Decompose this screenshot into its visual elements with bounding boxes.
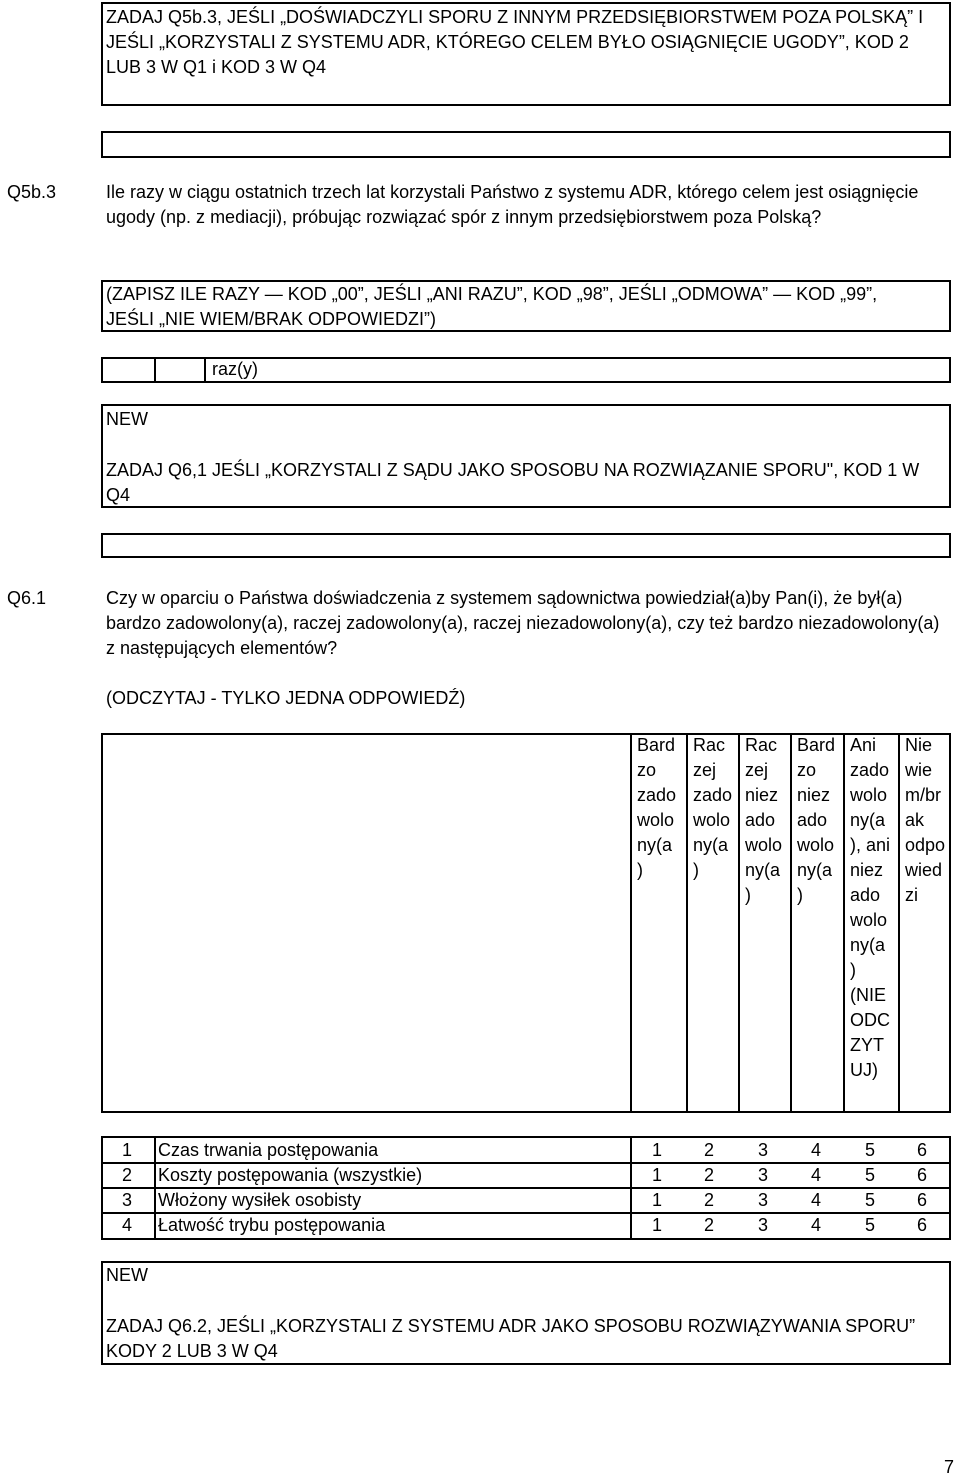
- header-rather-dissatisfied: Rac zej niez ado wolo ny(a ): [745, 735, 783, 905]
- header-very-dissatisfied: Bard zo niez ado wolo ny(a ): [797, 735, 836, 905]
- instruction-text-zapisz: (ZAPISZ ILE RAZY — KOD „00”, JEŚLI „ANI RAZU”, KOD „98”, JEŚLI „ODMOWA” — KOD „99”, JEŚLI „NIE WIEM/BRAK ODPOWIEDZI”): [106, 284, 878, 329]
- digit-box-2[interactable]: [154, 357, 206, 383]
- answer-unit-label: raz(y): [212, 359, 258, 379]
- new-label-1: NEW: [106, 409, 148, 429]
- table-row: [104, 1163, 942, 1188]
- header-dont-know: Nie wie m/br ak odpo wied zi: [905, 735, 946, 905]
- row-label: Czas trwania postępowania: [158, 1140, 379, 1160]
- new-label-2: NEW: [106, 1265, 148, 1285]
- answer-code-2[interactable]: 2: [704, 1165, 715, 1185]
- row-number: 2: [122, 1165, 133, 1185]
- answer-code-4[interactable]: 4: [811, 1140, 822, 1160]
- row-divider: [101, 1187, 951, 1189]
- answer-code-2[interactable]: 2: [704, 1140, 715, 1160]
- header-very-satisfied: Bard zo zado wolo ny(a ): [637, 735, 677, 880]
- answer-code-1[interactable]: 1: [652, 1190, 663, 1210]
- question-code-q5b3: Q5b.3: [7, 182, 57, 202]
- answer-code-4[interactable]: 4: [811, 1190, 822, 1210]
- row-number: 4: [122, 1215, 133, 1235]
- separator-box-2: [101, 533, 951, 558]
- row-divider: [101, 1162, 951, 1164]
- instruction-text-q5b3: ZADAJ Q5b.3, JEŚLI „DOŚWIADCZYLI SPORU Z INNYM PRZEDSIĘBIORSTWEM POZA POLSKĄ” I JEŚLI „KORZYSTALI Z SYSTEMU ADR, KTÓREGO CELEM BYŁO OSIĄGNIĘCIE UGODY”, KOD 2 LUB 3 W Q1 i KOD 3 W Q4: [106, 7, 924, 77]
- row-number: 3: [122, 1190, 133, 1210]
- answer-code-3[interactable]: 3: [758, 1140, 769, 1160]
- column-divider-num: [154, 1136, 156, 1240]
- answer-code-2[interactable]: 2: [704, 1215, 715, 1235]
- answer-code-3[interactable]: 3: [758, 1190, 769, 1210]
- answer-code-5[interactable]: 5: [865, 1140, 876, 1160]
- instruction-text-odczytaj: (ODCZYTAJ - TYLKO JEDNA ODPOWIEDŹ): [106, 688, 466, 708]
- answer-code-1[interactable]: 1: [652, 1165, 663, 1185]
- row-label: Łatwość trybu postępowania: [158, 1215, 386, 1235]
- answer-code-3[interactable]: 3: [758, 1215, 769, 1235]
- digit-box-1[interactable]: [101, 357, 156, 383]
- column-divider-codes: [630, 1136, 632, 1240]
- page-number: 7: [944, 1457, 955, 1477]
- row-divider: [101, 1212, 951, 1214]
- answer-code-1[interactable]: 1: [652, 1140, 663, 1160]
- row-label: Włożony wysiłek osobisty: [158, 1190, 362, 1210]
- table-row: [104, 1138, 942, 1163]
- answer-code-5[interactable]: 5: [865, 1215, 876, 1235]
- row-label: Koszty postępowania (wszystkie): [158, 1165, 423, 1185]
- answer-code-6[interactable]: 6: [917, 1140, 928, 1160]
- question-code-q61: Q6.1: [7, 588, 47, 608]
- answer-code-5[interactable]: 5: [865, 1190, 876, 1210]
- answer-code-2[interactable]: 2: [704, 1190, 715, 1210]
- instruction-text-q61: ZADAJ Q6,1 JEŚLI „KORZYSTALI Z SĄDU JAKO SPOSOBU NA ROZWIĄZANIE SPORU", KOD 1 W Q4: [106, 460, 920, 505]
- answer-code-6[interactable]: 6: [917, 1190, 928, 1210]
- answer-code-4[interactable]: 4: [811, 1165, 822, 1185]
- question-text-q5b3: Ile razy w ciągu ostatnich trzech lat korzystali Państwo z systemu ADR, którego celem jest osiągnięcie ugody (np. z mediacji), próbując rozwiązać spór z innym przedsiębiorstwem poza Polską?: [106, 182, 919, 227]
- answer-code-5[interactable]: 5: [865, 1165, 876, 1185]
- answer-code-6[interactable]: 6: [917, 1165, 928, 1185]
- header-neither: Ani zado wolo ny(a ), ani niez ado wolo ny(a ) (NIE ODC ZYT UJ): [850, 735, 891, 1080]
- row-number: 1: [122, 1140, 133, 1160]
- table-row: [104, 1188, 942, 1213]
- table-row: [104, 1213, 942, 1238]
- answer-code-4[interactable]: 4: [811, 1215, 822, 1235]
- answer-code-6[interactable]: 6: [917, 1215, 928, 1235]
- question-text-q61: Czy w oparciu o Państwa doświadczenia z systemem sądownictwa powiedział(a)by Pan(i), że był(a) bardzo zadowolony(a), raczej zadowolony(a), raczej niezadowolony(a), czy też bardzo niezadowolony(a) z następujących elementów?: [106, 588, 940, 658]
- answer-code-3[interactable]: 3: [758, 1165, 769, 1185]
- answer-code-1[interactable]: 1: [652, 1215, 663, 1235]
- header-rather-satisfied: Rac zej zado wolo ny(a ): [693, 735, 733, 880]
- instruction-text-q62: ZADAJ Q6.2, JEŚLI „KORZYSTALI Z SYSTEMU ADR JAKO SPOSOBU ROZWIĄZYWANIA SPORU” KODY 2 LUB 3 W Q4: [106, 1316, 916, 1361]
- separator-box: [101, 131, 951, 158]
